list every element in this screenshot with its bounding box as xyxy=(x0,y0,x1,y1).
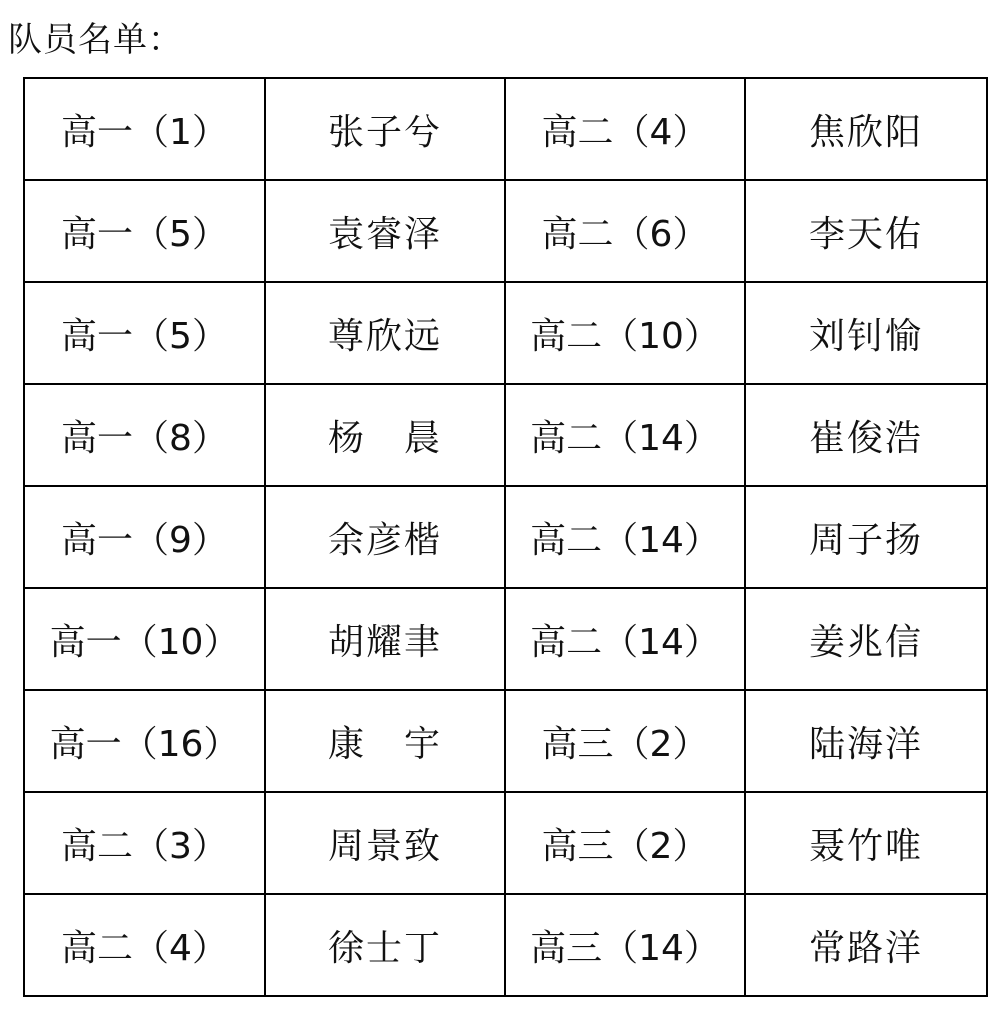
name-cell: 尊欣远 xyxy=(265,282,505,384)
name-cell: 李天佑 xyxy=(745,180,987,282)
class-cell: 高二（4） xyxy=(24,894,265,996)
table-row xyxy=(24,78,987,180)
class-cell: 高三（2） xyxy=(505,690,745,792)
class-cell: 高一（5） xyxy=(24,180,265,282)
name-cell: 常路洋 xyxy=(745,894,987,996)
table-row xyxy=(24,588,987,690)
name-cell: 杨 晨 xyxy=(265,384,505,486)
table-row xyxy=(24,282,987,384)
table-row xyxy=(24,180,987,282)
table-row xyxy=(24,894,987,996)
class-cell: 高一（16） xyxy=(24,690,265,792)
name-cell: 康 宇 xyxy=(265,690,505,792)
class-cell: 高二（14） xyxy=(505,384,745,486)
class-cell: 高二（10） xyxy=(505,282,745,384)
class-cell: 高二（3） xyxy=(24,792,265,894)
class-cell: 高一（9） xyxy=(24,486,265,588)
name-cell: 张子兮 xyxy=(265,78,505,180)
name-cell: 周景致 xyxy=(265,792,505,894)
table-row xyxy=(24,486,987,588)
class-cell: 高一（5） xyxy=(24,282,265,384)
name-cell: 余彦楷 xyxy=(265,486,505,588)
class-cell: 高二（14） xyxy=(505,588,745,690)
class-cell: 高二（14） xyxy=(505,486,745,588)
class-cell: 高二（6） xyxy=(505,180,745,282)
roster-table-body xyxy=(24,78,987,996)
name-cell: 崔俊浩 xyxy=(745,384,987,486)
class-cell: 高一（8） xyxy=(24,384,265,486)
table-row xyxy=(24,690,987,792)
class-cell: 高二（4） xyxy=(505,78,745,180)
class-cell: 高一（10） xyxy=(24,588,265,690)
table-row xyxy=(24,792,987,894)
class-cell: 高一（1） xyxy=(24,78,265,180)
roster-table xyxy=(23,77,988,997)
class-cell: 高三（2） xyxy=(505,792,745,894)
name-cell: 刘钊愉 xyxy=(745,282,987,384)
name-cell: 袁睿泽 xyxy=(265,180,505,282)
name-cell: 周子扬 xyxy=(745,486,987,588)
name-cell: 焦欣阳 xyxy=(745,78,987,180)
name-cell: 陆海洋 xyxy=(745,690,987,792)
name-cell: 徐士丁 xyxy=(265,894,505,996)
table-row xyxy=(24,384,987,486)
name-cell: 姜兆信 xyxy=(745,588,987,690)
page-title: 队员名单： xyxy=(8,20,183,60)
class-cell: 高三（14） xyxy=(505,894,745,996)
name-cell: 胡耀聿 xyxy=(265,588,505,690)
name-cell: 聂竹唯 xyxy=(745,792,987,894)
